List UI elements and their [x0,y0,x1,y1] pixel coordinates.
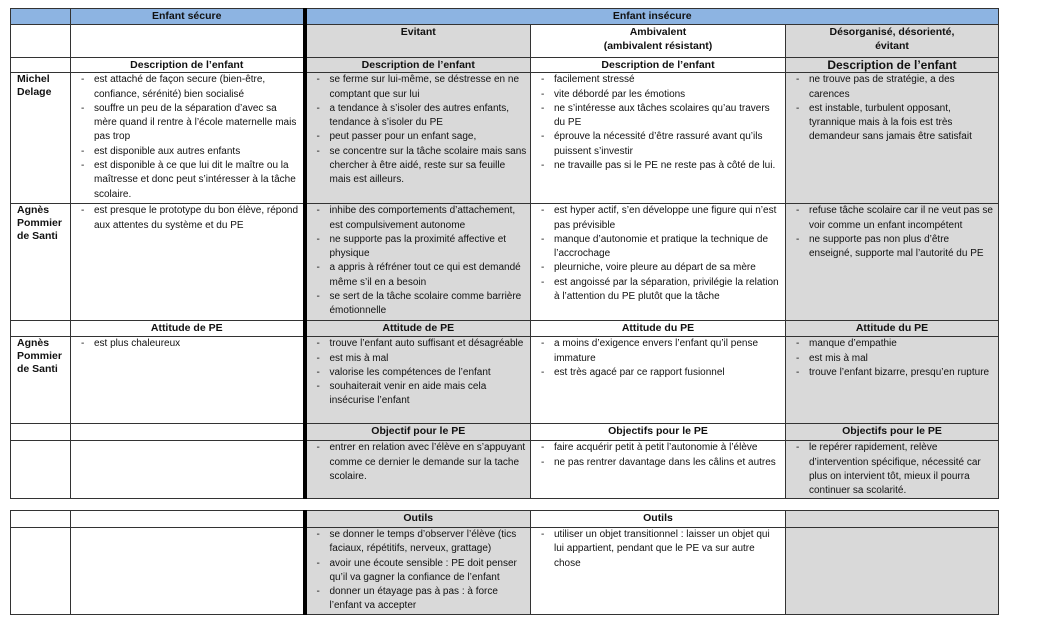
list-item: - inhibe des comportements d’attachement, est compulsivement autonome [317,204,528,233]
list-item: - éprouve la nécessité d’être rassuré avant qu’ils puissent s’investir [541,130,782,159]
empty-cell [11,9,71,25]
section-objectifs: Objectifs pour le PE [786,424,999,441]
bullet-list [310,528,528,614]
empty-cell [71,441,305,499]
bullet-list [534,441,782,470]
empty-cell [11,511,71,528]
section-objectifs: Objectifs pour le PE [531,424,786,441]
list-item: - utiliser un objet transitionnel : laisser un objet qui lui appartient, pendant que le PE va sur autre chose [541,528,782,571]
list-item: - valorise les compétences de l’enfant [317,366,528,380]
empty-cell [11,58,71,73]
objectif-cell [305,441,531,499]
bullet-list [534,73,782,173]
list-item: - ne pas rentrer davantage dans les câlins et autres [541,456,782,470]
list-item: - manque d’empathie [796,337,995,351]
list-item: - se sert de la tâche scolaire comme barrière émotionnelle [317,290,528,319]
description-cell [531,204,786,321]
list-item: - est très agacé par ce rapport fusionnel [541,366,782,380]
empty-cell [71,25,305,58]
description-cell [531,73,786,204]
bullet-list [74,204,300,233]
list-item: - est hyper actif, s’en développe une figure qui n’est pas prévisible [541,204,782,233]
attitude-cell [786,337,999,424]
list-item: - souffre un peu de la séparation d’avec sa mère quand il rentre à l’école maternelle mais pas trop [81,102,300,145]
list-item: - le repérer rapidement, relève d’intervention spécifique, nécessité car plus on intervient tôt, mieux il pourra continuer sa scolarité. [796,441,995,498]
bullet-list [74,337,300,351]
list-item: - souhaiterait venir en aide mais cela insécurise l’enfant [317,380,528,409]
bullet-list [789,337,995,380]
list-item: - est disponible aux autres enfants [81,145,300,159]
author-michel: Michel Delage [11,73,71,204]
list-item: - ne supporte pas la proximité affective et physique [317,233,528,262]
list-item: - a appris à réfréner tout ce qui est demandé même s’il en a besoin [317,261,528,290]
bullet-list [310,73,528,187]
empty-cell [11,441,71,499]
bullet-list [534,337,782,380]
bullet-list [534,204,782,304]
empty-cell [11,321,71,337]
tools-table [10,510,999,615]
list-item: - pleurniche, voire pleure au départ de sa mère [541,261,782,275]
list-item: - trouve l’enfant bizarre, presqu’en rupture [796,366,995,380]
list-item: - se concentre sur la tâche scolaire mais sans chercher à être aidé, reste sur sa feuille mais est ailleurs. [317,145,528,188]
description-cell [786,204,999,321]
list-item: - a moins d’exigence envers l’enfant qu’il pense immature [541,337,782,366]
description-cell [305,73,531,204]
list-item: - est mis à mal [317,352,528,366]
list-item: - se ferme sur lui-même, se déstresse en ne comptant que sur lui [317,73,528,102]
section-outils: Outils [305,511,531,528]
bullet-list [789,204,995,261]
section-objectif: Objectif pour le PE [305,424,531,441]
section-description: Description de l’enfant [786,58,999,73]
list-item: - est disponible à ce que lui dit le maître ou la maîtresse et donc peut s’intéresser à la tâche scolaire. [81,159,300,202]
bullet-list [789,73,995,144]
objectif-cell [531,441,786,499]
empty-cell [71,424,305,441]
description-cell [71,204,305,321]
description-cell [786,73,999,204]
list-item: - a tendance à s’isoler des autres enfants, tendance à s’isoler du PE [317,102,528,131]
type-evitant: Evitant [305,25,531,58]
description-cell [305,204,531,321]
section-outils: Outils [531,511,786,528]
list-item: - est plus chaleureux [81,337,300,351]
attitude-cell [531,337,786,424]
bullet-list [74,73,300,202]
empty-cell [71,528,305,615]
section-attitude: Attitude de PE [305,321,531,337]
bullet-list [534,528,782,571]
header-insecure: Enfant insécure [305,9,999,25]
list-item: - avoir une écoute sensible : PE doit penser qu’il va gagner la confiance de l’enfant [317,557,528,586]
list-item: - est presque le prototype du bon élève, répond aux attentes du système et du PE [81,204,300,233]
objectif-cell [786,441,999,499]
list-item: - refuse tâche scolaire car il ne veut pas se voir comme un enfant incompétent [796,204,995,233]
list-item: - ne s’intéresse aux tâches scolaires qu’au travers du PE [541,102,782,131]
list-item: - est angoissé par la séparation, privilégie la relation à l’attention du PE plutôt que la tâche [541,276,782,305]
bullet-list [789,441,995,498]
section-attitude: Attitude du PE [531,321,786,337]
empty-cell [786,528,999,615]
type-ambivalent [531,25,786,58]
description-cell [71,73,305,204]
empty-cell [786,511,999,528]
list-item: - facilement stressé [541,73,782,87]
type-sublabel: évitant [875,40,909,53]
section-description: Description de l’enfant [531,58,786,73]
attitude-cell [71,337,305,424]
section-attitude: Attitude de PE [71,321,305,337]
list-item: - est attaché de façon secure (bien-être, confiance, sérénité) bien socialisé [81,73,300,102]
list-item: - ne supporte pas non plus d’être enseigné, supporte mal l’autorité du PE [796,233,995,262]
author-agnes: Agnès Pommier de Santi [11,337,71,424]
attachment-table [10,8,999,499]
bullet-list [310,337,528,408]
list-item: - manque d’autonomie et pratique la technique de l’accrochage [541,233,782,262]
list-item: - vite débordé par les émotions [541,88,782,102]
list-item: - ne travaille pas si le PE ne reste pas à côté de lui. [541,159,782,173]
empty-cell [71,511,305,528]
header-secure: Enfant sécure [71,9,305,25]
empty-cell [11,25,71,58]
type-sublabel: (ambivalent résistant) [603,40,713,53]
outils-cell [531,528,786,615]
type-label: Ambivalent [629,26,687,38]
list-item: - est mis à mal [796,352,995,366]
outils-cell [305,528,531,615]
type-label: Désorganisé, désorienté, [829,26,955,38]
list-item: - est instable, turbulent opposant, tyrannique mais à la fois est très demandeur sans jamais être satisfait [796,102,995,145]
empty-cell [11,424,71,441]
empty-cell [11,528,71,615]
list-item: - ne trouve pas de stratégie, a des carences [796,73,995,102]
attitude-cell [305,337,531,424]
list-item: - peut passer pour un enfant sage, [317,130,528,144]
bullet-list [310,441,528,484]
bullet-list [310,204,528,318]
list-item: - entrer en relation avec l’élève en s’appuyant comme ce dernier le demande sur la tache scolaire. [317,441,528,484]
list-item: - trouve l’enfant auto suffisant et désagréable [317,337,528,351]
list-item: - faire acquérir petit à petit l’autonomie à l’élève [541,441,782,455]
section-description: Description de l’enfant [71,58,305,73]
section-description: Description de l’enfant [305,58,531,73]
author-agnes: Agnès Pommier de Santi [11,204,71,321]
list-item: - donner un étayage pas à pas : à force l’enfant va accepter [317,585,528,614]
list-item: - se donner le temps d’observer l’élève (tics faciaux, répétitifs, nerveux, grattage) [317,528,528,557]
type-desorganise [786,25,999,58]
section-attitude: Attitude du PE [786,321,999,337]
